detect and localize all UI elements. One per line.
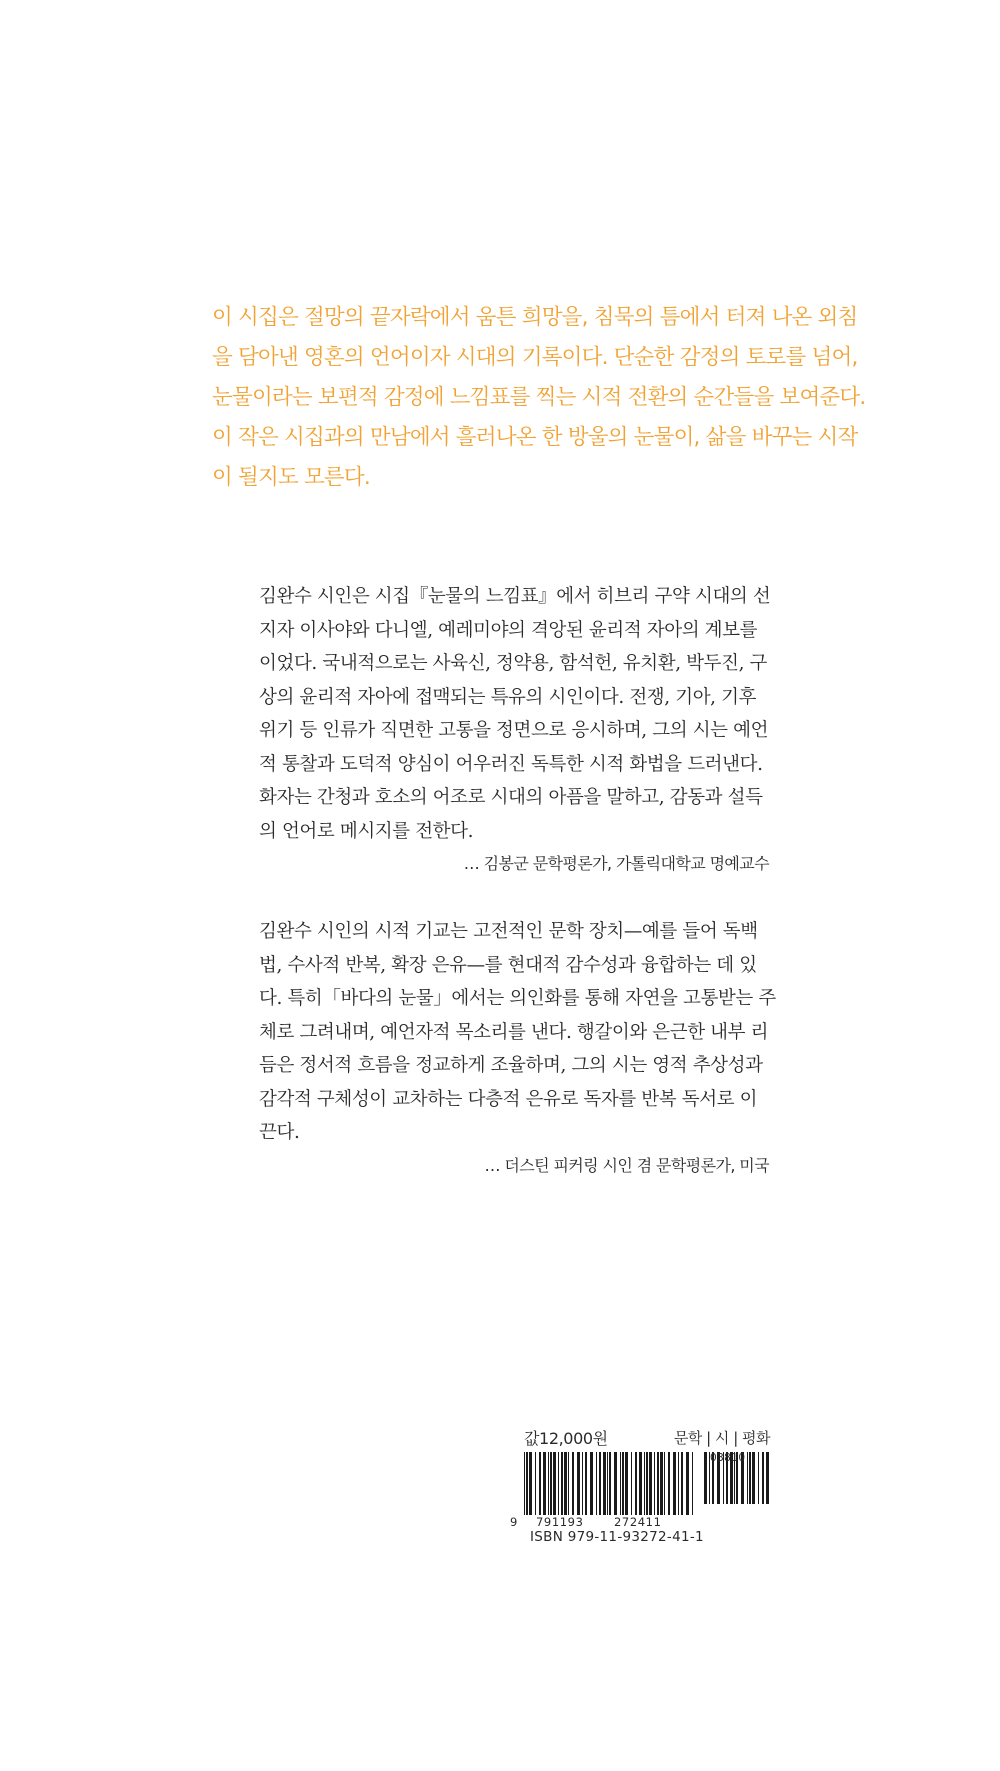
barcode-bar	[692, 1452, 693, 1515]
review-line: 지자 이사야와 다니엘, 예레미야의 격앙된 윤리적 자아의 계보를	[259, 619, 758, 641]
intro-line: 이 될지도 모른다.	[212, 465, 370, 490]
barcode-bar	[526, 1452, 528, 1515]
category-label: 문학 | 시 | 평화	[673, 1429, 770, 1447]
intro-line: 이 작은 시집과의 만남에서 흘러나온 한 방울의 눈물이, 삶을 바꾸는 시작	[212, 425, 858, 450]
barcode-bar	[535, 1452, 536, 1515]
barcode-bar	[766, 1452, 769, 1504]
barcode-bar	[646, 1452, 648, 1515]
barcode-bar	[561, 1452, 563, 1515]
review-line: 끈다.	[259, 1122, 300, 1143]
barcode-bar	[529, 1452, 532, 1515]
review-kim-bonggun	[259, 580, 769, 881]
barcode-bar	[639, 1452, 642, 1515]
price-label: 값12,000원	[524, 1429, 608, 1448]
barcode-digits-right: 272411	[614, 1515, 662, 1529]
barcode-bar	[607, 1452, 608, 1515]
review-line: 다. 특히「바다의 눈물」에서는 의인화를 통해 자연을 고통받는 주	[259, 988, 776, 1009]
barcode-bar	[543, 1452, 546, 1515]
barcode-bar	[749, 1452, 751, 1504]
barcode-bar	[660, 1452, 663, 1515]
barcode-bar	[620, 1452, 621, 1515]
addon-code: 03810	[710, 1452, 746, 1464]
barcode-bar	[577, 1452, 580, 1515]
barcode-bar	[649, 1452, 652, 1515]
barcode-bar	[752, 1452, 755, 1504]
barcode-bar	[582, 1452, 583, 1515]
barcode-bar	[548, 1452, 549, 1515]
review-line: 체로 그려내며, 예언자적 목소리를 낸다. 행갈이와 은근한 내부 리	[259, 1021, 769, 1043]
barcode-bar	[747, 1452, 748, 1504]
barcode-bar	[603, 1452, 606, 1515]
barcode-bar	[657, 1452, 659, 1515]
barcode-bar	[524, 1452, 525, 1515]
barcode-bar	[609, 1452, 611, 1515]
barcode-bar	[681, 1452, 683, 1515]
barcode-bar	[762, 1452, 764, 1504]
barcode-bar	[758, 1452, 759, 1504]
intro-line: 이 시집은 절망의 끝자락에서 움튼 희망을, 침묵의 틈에서 터져 나온 외침	[212, 305, 858, 330]
barcode-bar	[654, 1452, 655, 1515]
price-category-row	[524, 1426, 770, 1450]
review-line: 듬은 정서적 흐름을 정교하게 조율하며, 그의 시는 영적 추상성과	[259, 1055, 763, 1076]
barcode-bar	[572, 1452, 574, 1515]
intro-line: 눈물이라는 보편적 감정에 느낌표를 찍는 시적 전환의 순간들을 보여준다.	[212, 385, 866, 410]
barcode-bar	[678, 1452, 679, 1515]
barcode-bar	[553, 1452, 556, 1515]
barcode-bar	[625, 1452, 628, 1515]
intro-line: 을 담아낸 영혼의 언어이자 시대의 기록이다. 단순한 감정의 토로를 넘어,	[212, 345, 858, 370]
review-line: 법, 수사적 반복, 확장 은유—를 현대적 감수성과 융합하는 데 있	[259, 954, 757, 976]
barcode-bar	[596, 1452, 597, 1515]
review-attribution: … 더스틴 피커링 시인 겸 문학평론가, 미국	[484, 1155, 769, 1175]
review-line: 상의 윤리적 자아에 접맥되는 특유의 시인이다. 전쟁, 기아, 기후	[259, 686, 757, 708]
barcode-bar	[599, 1452, 601, 1515]
barcode-bar	[590, 1452, 593, 1515]
barcode-bar	[558, 1452, 559, 1515]
barcode-bar	[539, 1452, 541, 1515]
review-line: 이었다. 국내적으로는 사육신, 정약용, 함석헌, 유치환, 박두진, 구	[259, 653, 768, 674]
barcode-bar	[614, 1452, 617, 1515]
barcode-bar	[673, 1452, 676, 1515]
isbn-number: ISBN 979-11-93272-41-1	[530, 1529, 704, 1545]
barcode-bar	[704, 1452, 707, 1504]
barcode-bar	[664, 1452, 665, 1515]
review-line: 적 통찰과 도덕적 양심이 어우러진 독특한 시적 화법을 드러낸다.	[259, 753, 763, 775]
review-attribution: … 김봉군 문학평론가, 가톨릭대학교 명예교수	[463, 854, 769, 873]
review-line: 감각적 구체성이 교차하는 다층적 은유로 독자를 반복 독서로 이	[259, 1088, 758, 1110]
barcode-bar	[668, 1452, 670, 1515]
review-line: 위기 등 인류가 직면한 고통을 정면으로 응시하며, 그의 시는 예언	[259, 720, 769, 741]
barcode-digit-first: 9	[510, 1515, 518, 1529]
barcode-bar	[564, 1452, 567, 1515]
barcode-bar	[686, 1452, 689, 1515]
barcode-bar	[631, 1452, 632, 1515]
barcode-bar	[644, 1452, 645, 1515]
barcode-bar	[635, 1452, 637, 1515]
review-line: 김완수 시인의 시적 기교는 고전적인 문학 장치—예를 들어 독백	[259, 921, 758, 942]
barcode-bar	[585, 1452, 587, 1515]
barcode-bar	[568, 1452, 569, 1515]
review-line: 의 언어로 메시지를 전한다.	[259, 820, 474, 842]
barcode-bar	[550, 1452, 552, 1515]
review-line: 화자는 간청과 호소의 어조로 시대의 아픔을 말하고, 감동과 설득	[259, 787, 763, 808]
barcode-bar	[622, 1452, 624, 1515]
barcode-digits-left: 791193	[536, 1515, 584, 1529]
review-dustin-pickering	[259, 915, 776, 1182]
review-line: 김완수 시인은 시집『눈물의 느낌표』에서 히브리 구약 시대의 선	[259, 586, 771, 607]
intro-paragraph	[212, 298, 866, 498]
